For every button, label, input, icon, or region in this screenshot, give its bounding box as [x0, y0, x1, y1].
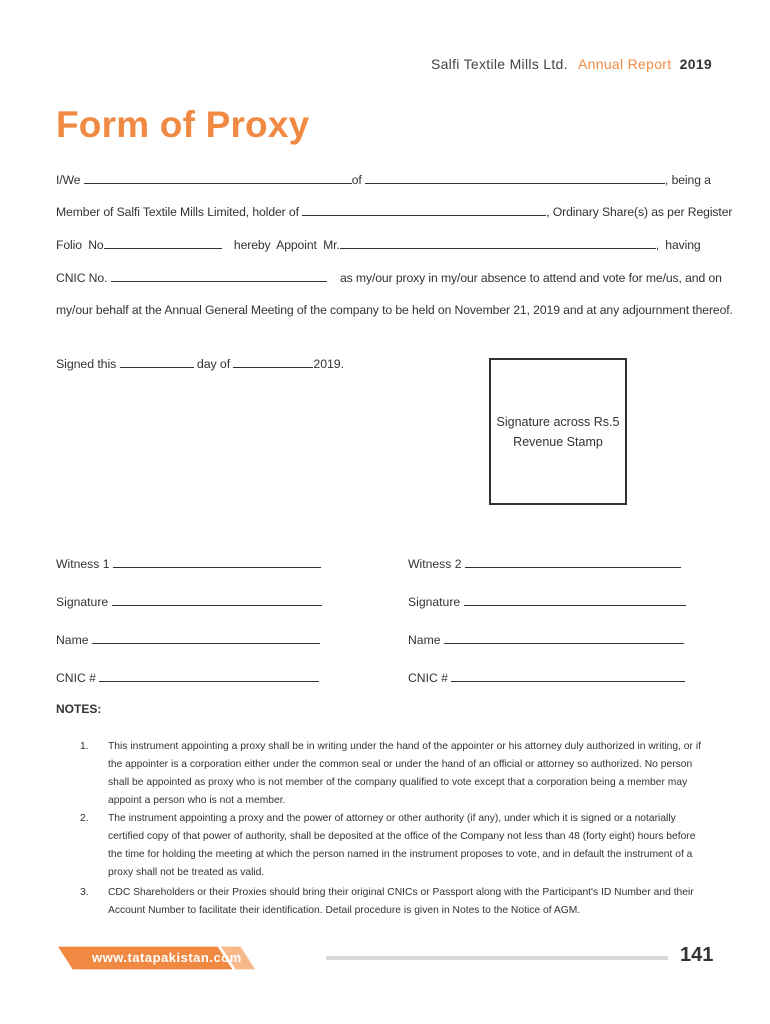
- note-number: 2.: [80, 813, 89, 824]
- name-field[interactable]: [84, 172, 352, 184]
- signature-1-field[interactable]: [112, 594, 322, 606]
- form-line-2: [56, 204, 732, 219]
- signed-line: [56, 356, 344, 371]
- cnic-field[interactable]: [111, 270, 327, 282]
- iwe-label: I/We: [56, 173, 81, 187]
- cnic-label: CNIC No.: [56, 271, 108, 285]
- report-year: 2019: [679, 56, 712, 72]
- form-line-3: [56, 237, 701, 252]
- form-line-1: [56, 172, 711, 187]
- being-a-label: , being a: [665, 173, 711, 187]
- proxy-text: as my/our proxy in my/our absence to attend and vote for me/us, and on: [339, 271, 722, 285]
- footer-rule: [326, 956, 668, 960]
- folio-label: Folio No: [56, 238, 104, 252]
- note-number: 3.: [80, 887, 89, 898]
- folio-field[interactable]: [104, 237, 222, 249]
- stamp-line-2: Revenue Stamp: [513, 435, 603, 449]
- cnic-2-label: CNIC #: [408, 671, 448, 685]
- note-number: 1.: [80, 741, 89, 752]
- note-item: [80, 884, 712, 920]
- witness-2-field[interactable]: [465, 556, 681, 568]
- of-label: of: [351, 173, 362, 187]
- notes-heading: NOTES:: [56, 702, 102, 716]
- name-1-row: [56, 632, 320, 647]
- signed-this-label: Signed this: [56, 357, 117, 371]
- footer-url[interactable]: www.tatapakistan.com: [92, 950, 242, 965]
- stamp-line-1: Signature across Rs.5: [496, 415, 620, 429]
- having-label: , having: [655, 238, 701, 252]
- cnic-1-field[interactable]: [99, 670, 319, 682]
- report-header: [431, 56, 712, 72]
- cnic-2-field[interactable]: [451, 670, 685, 682]
- note-text: This instrument appointing a proxy shall be in writing under the hand of the appointer or his attorney duly authorized in writing, or if the appointer is a corporation either under the common seal or under the hand of an official or attorney so authorized. No person shall be appointed as proxy who is not member of the company qualified to vote except that a corporation being a member may appoint a person who is not a member.: [108, 741, 701, 806]
- name-2-label: Name: [408, 633, 441, 647]
- witness-2-label: Witness 2: [408, 557, 462, 571]
- page-number: 141: [680, 944, 714, 966]
- signature-1-label: Signature: [56, 595, 109, 609]
- company-name: Salfi Textile Mills Ltd.: [430, 56, 568, 72]
- proxy-name-field[interactable]: [340, 237, 656, 249]
- note-text: CDC Shareholders or their Proxies should bring their original CNICs or Passport along with the Participant's ID Number and their Account Number to facilitate their identification. Detail procedure is given in Notes to the Notice of AGM.: [108, 887, 694, 916]
- signature-2-row: [408, 594, 686, 609]
- cnic-1-label: CNIC #: [56, 671, 96, 685]
- member-label: Member of Salfi Textile Mills Limited, holder of: [56, 205, 299, 219]
- witness-1-field[interactable]: [113, 556, 321, 568]
- form-line-4: [56, 270, 722, 285]
- signed-year-label: 2019.: [313, 357, 344, 371]
- signed-month-field[interactable]: [233, 356, 313, 368]
- ordinary-shares-label: , Ordinary Share(s) as per Register: [546, 205, 733, 219]
- witness-1-row: [56, 556, 321, 571]
- report-label: Annual Report: [578, 56, 672, 72]
- day-of-label: day of: [196, 357, 231, 371]
- name-1-field[interactable]: [92, 632, 320, 644]
- revenue-stamp-box: [489, 358, 627, 505]
- cnic-1-row: [56, 670, 319, 685]
- signature-2-field[interactable]: [464, 594, 686, 606]
- note-text: The instrument appointing a proxy and the power of attorney or other authority (if any), under which it is signed or a notarially certified copy of that power of authority, shall be deposited at the office of the Company not less than 48 (forty eight) hours before the time for holding the meeting at which the person named in the instrument proposes to vote, and in default the instrument of a proxy shall not be treated as valid.: [108, 813, 696, 878]
- note-item: [80, 738, 712, 810]
- address-field[interactable]: [365, 172, 665, 184]
- witness-1-label: Witness 1: [56, 557, 110, 571]
- shares-field[interactable]: [302, 204, 546, 216]
- note-item: [80, 810, 712, 882]
- form-line-5: my/our behalf at the Annual General Meeting of the company to be held on November 21, 2019 and at any adjournment thereof.: [56, 303, 733, 317]
- name-2-row: [408, 632, 684, 647]
- appoint-label: hereby Appoint Mr.: [233, 238, 340, 252]
- signature-1-row: [56, 594, 322, 609]
- name-2-field[interactable]: [444, 632, 684, 644]
- name-1-label: Name: [56, 633, 89, 647]
- cnic-2-row: [408, 670, 685, 685]
- page-title: Form of Proxy: [56, 104, 310, 145]
- signature-2-label: Signature: [408, 595, 461, 609]
- witness-2-row: [408, 556, 681, 571]
- signed-day-field[interactable]: [120, 356, 194, 368]
